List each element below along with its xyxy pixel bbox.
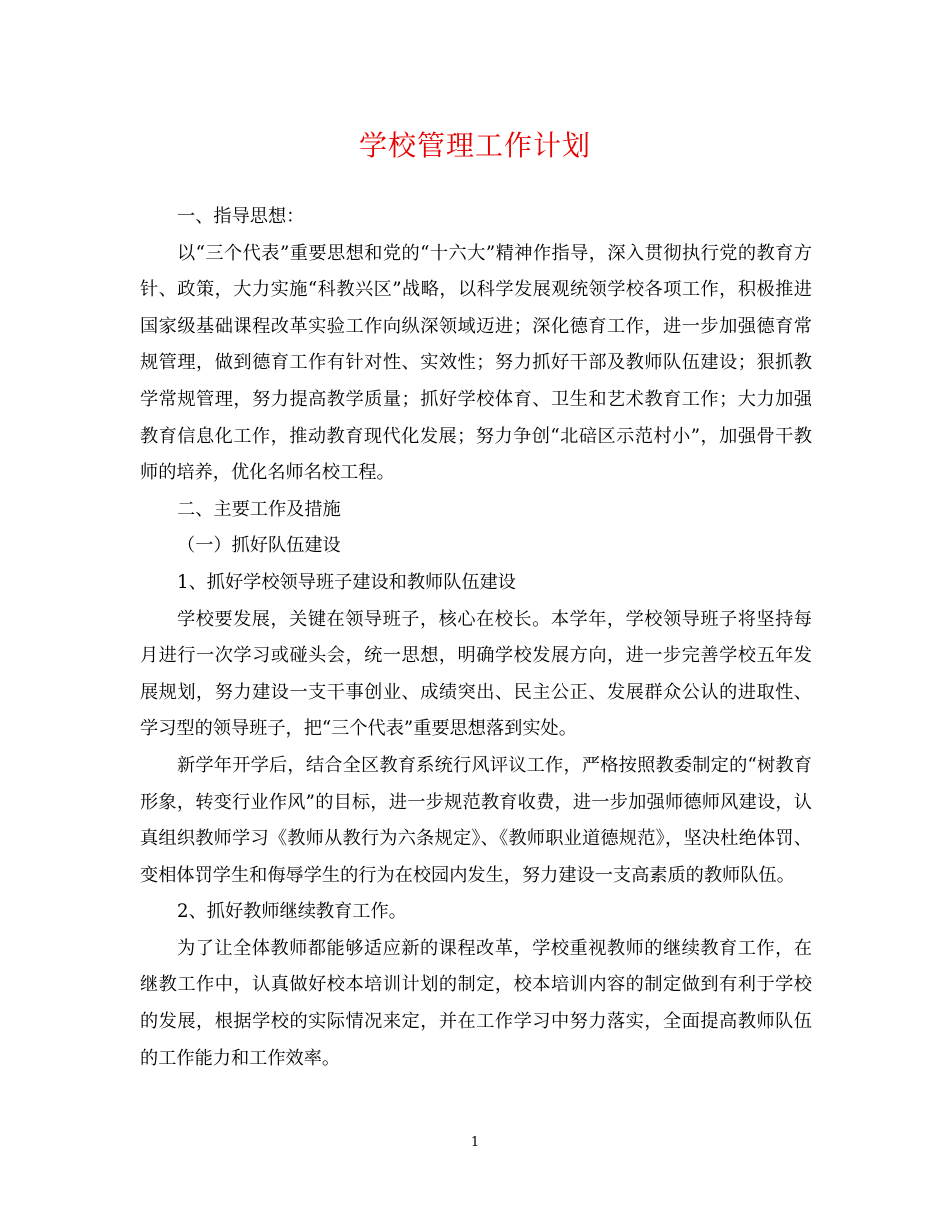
paragraph-teacher-ethics: 新学年开学后，结合全区教育系统行风评议工作，严格按照教委制定的“树教育形象，转变行业作风”的目标，进一步规范教育收费，进一步加强师德师风建设，认真组织教师学习《教师从教行为六条规定》、《教师职业道德规范》，坚决杜绝体罚、变相体罚学生和侮辱学生的行为在校园内发生，努力建设一支高素质的教师队伍。 xyxy=(140,754,812,886)
page-number: 1 xyxy=(470,1135,480,1150)
paragraph-leadership: 学校要发展，关键在领导班子，核心在校长。本学年，学校领导班子将坚持每月进行一次学习或碰头会，统一思想，明确学校发展方向，进一步完善学校五年发展规划，努力建设一支干事创业、成绩突出、民主公正、发展群众公认的进取性、学习型的领导班子，把“三个代表”重要思想落到实处。 xyxy=(140,608,812,740)
subsection-heading-team-building: （一）抓好队伍建设 xyxy=(177,535,341,557)
document-title: 学校管理工作计划 xyxy=(358,129,591,162)
item-heading-continuing-education: 2、抓好教师继续教育工作。 xyxy=(177,901,407,923)
section-heading-main-work: 二、主要工作及措施 xyxy=(177,498,341,520)
paragraph-guiding-thought: 以“三个代表”重要思想和党的“十六大”精神作指导，深入贯彻执行党的教育方针、政策，大力实施“科教兴区”战略，以科学发展观统领学校各项工作，积极推进国家级基础课程改革实验工作向纵深领域迈进；深化德育工作，进一步加强德育常规管理，做到德育工作有针对性、实效性；努力抓好干部及教师队伍建设；狠抓教学常规管理，努力提高教学质量；抓好学校体育、卫生和艺术教育工作；大力加强教育信息化工作，推动教育现代化发展；努力争创“北碚区示范村小”，加强骨干教师的培养，优化名师名校工程。 xyxy=(140,242,812,484)
document-body xyxy=(140,199,812,1077)
item-heading-leadership: 1、抓好学校领导班子建设和教师队伍建设 xyxy=(177,571,516,593)
section-heading-guiding-thought: 一、指导思想： xyxy=(177,206,305,227)
paragraph-continuing-education: 为了让全体教师都能够适应新的课程改革，学校重视教师的继续教育工作，在继教工作中，认真做好校本培训计划的制定，校本培训内容的制定做到有利于学校的发展，根据学校的实际情况来定，并在工作学习中努力落实，全面提高教师队伍的工作能力和工作效率。 xyxy=(140,937,812,1069)
